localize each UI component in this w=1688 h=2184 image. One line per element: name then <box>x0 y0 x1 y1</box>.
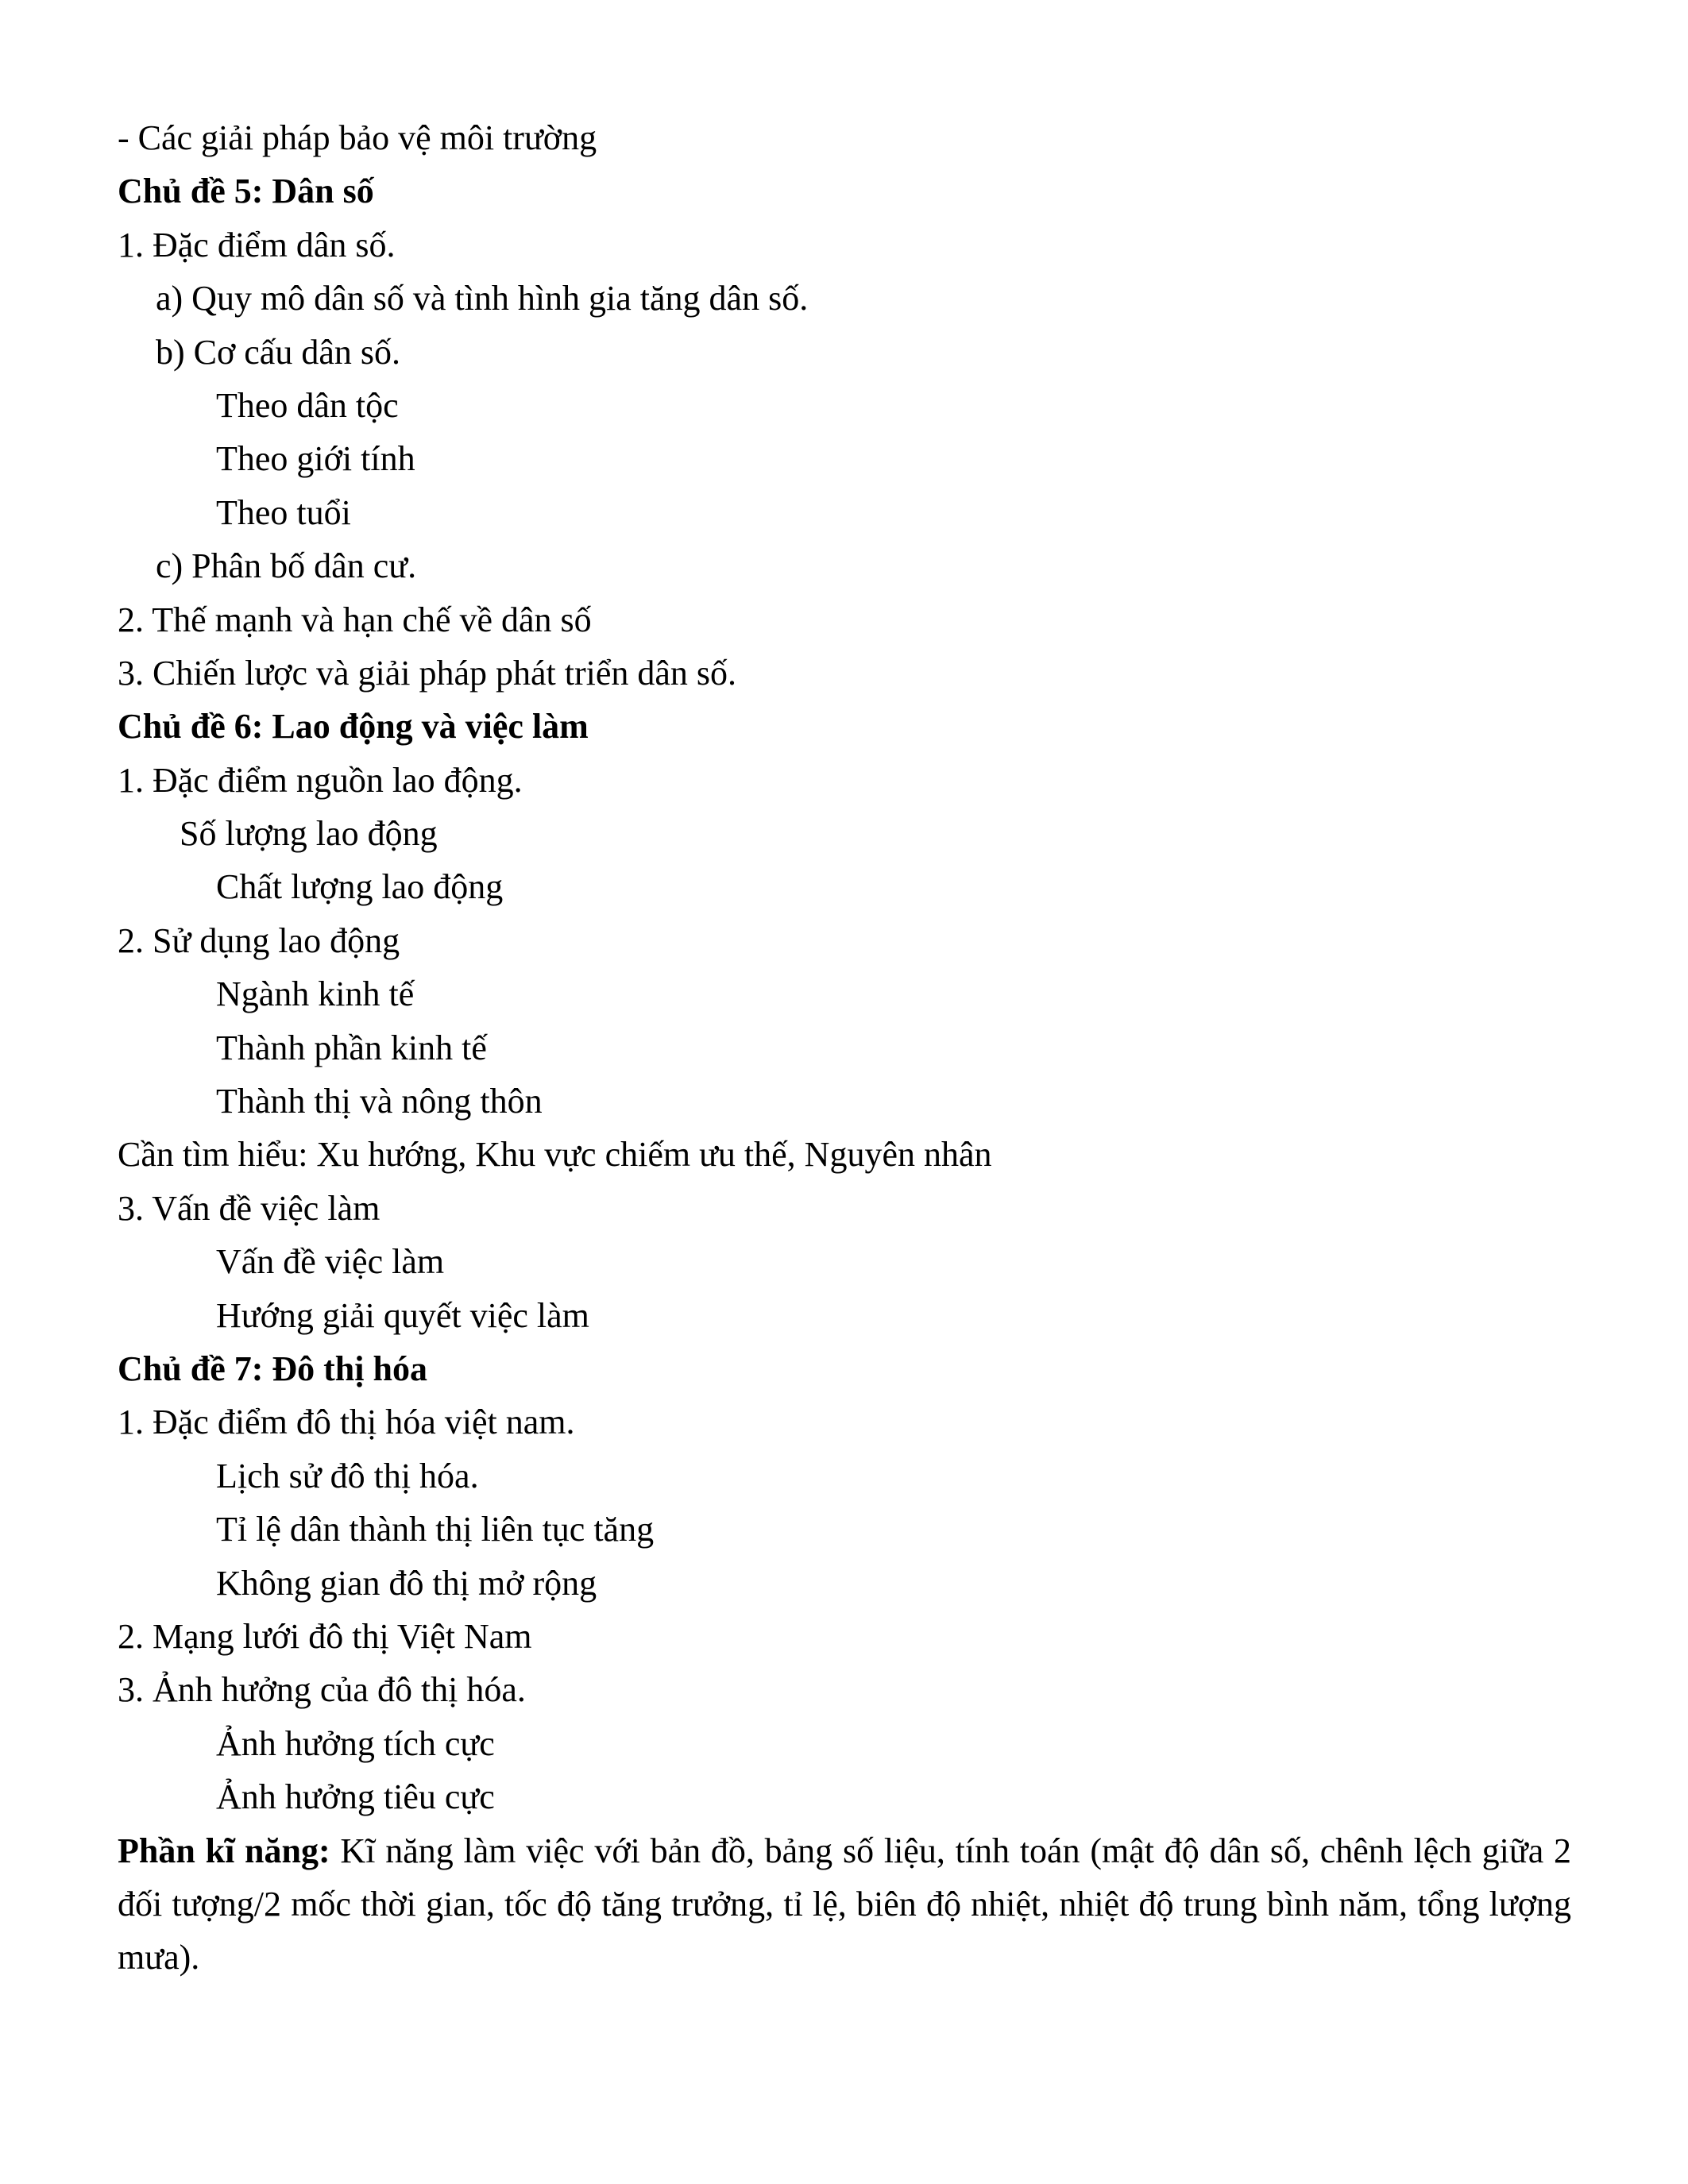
list-item: Theo giới tính <box>216 439 415 479</box>
list-item: Tỉ lệ dân thành thị liên tục tăng <box>216 1510 655 1549</box>
list-item: Số lượng lao động <box>180 814 438 854</box>
topic-6-heading: Chủ đề 6: Lao động và việc làm <box>118 707 589 747</box>
list-item: Chất lượng lao động <box>216 867 504 907</box>
topic-7-section-2: 2. Mạng lưới đô thị Việt Nam <box>118 1616 532 1656</box>
intro-line: - Các giải pháp bảo vệ môi trường <box>118 118 597 157</box>
topic-7-heading: Chủ đề 7: Đô thị hóa <box>118 1349 427 1388</box>
skills-text: Kĩ năng làm việc với bản đồ, bảng số liệu, tính toán (mật độ dân số, chênh lệch giữa 2 đối tượng/2 mốc thời gian, tốc độ tăng trưởng, tỉ lệ, biên độ nhiệt, nhiệt độ trung bình năm, tổng lượng mưa). <box>118 1831 1571 1978</box>
topic-7-section-1: 1. Đặc điểm đô thị hóa việt nam. <box>118 1403 575 1442</box>
list-item: Ảnh hưởng tích cực <box>216 1723 495 1763</box>
list-item: Thành phần kinh tế <box>216 1028 487 1067</box>
list-item: Theo dân tộc <box>216 385 399 425</box>
topic-5-section-3: 3. Chiến lược và giải pháp phát triển dân số. <box>118 653 737 693</box>
topic-5-section-2: 2. Thế mạnh và hạn chế về dân số <box>118 600 592 639</box>
list-item: Vấn đề việc làm <box>216 1242 445 1282</box>
list-item: Lịch sử đô thị hóa. <box>216 1456 479 1495</box>
topic-6-section-1: 1. Đặc điểm nguồn lao động. <box>118 760 523 800</box>
topic-6-section-3: 3. Vấn đề việc làm <box>118 1188 380 1228</box>
list-item: Hướng giải quyết việc làm <box>216 1295 589 1335</box>
list-item: Ngành kinh tế <box>216 974 415 1014</box>
list-item: Ảnh hưởng tiêu cực <box>216 1777 495 1817</box>
skills-label: Phần kĩ năng: <box>118 1831 330 1870</box>
topic-5-section-1: 1. Đặc điểm dân số. <box>118 225 396 264</box>
topic-5-section-1c: c) Phân bố dân cư. <box>156 546 417 586</box>
topic-5-section-1b: b) Cơ cấu dân số. <box>156 332 400 372</box>
topic-5-section-1a: a) Quy mô dân số và tình hình gia tăng dân số. <box>156 279 809 318</box>
list-item: Thành thị và nông thôn <box>216 1082 543 1121</box>
topic-6-note: Cần tìm hiểu: Xu hướng, Khu vực chiếm ưu thế, Nguyên nhân <box>118 1135 992 1175</box>
list-item: Không gian đô thị mở rộng <box>216 1563 597 1603</box>
list-item: Theo tuổi <box>216 492 351 532</box>
topic-6-section-2: 2. Sử dụng lao động <box>118 920 400 960</box>
skills-paragraph <box>118 1824 1571 1985</box>
topic-7-section-3: 3. Ảnh hưởng của đô thị hóa. <box>118 1670 526 1710</box>
document-content <box>118 111 1571 1985</box>
topic-5-heading: Chủ đề 5: Dân số <box>118 172 374 211</box>
